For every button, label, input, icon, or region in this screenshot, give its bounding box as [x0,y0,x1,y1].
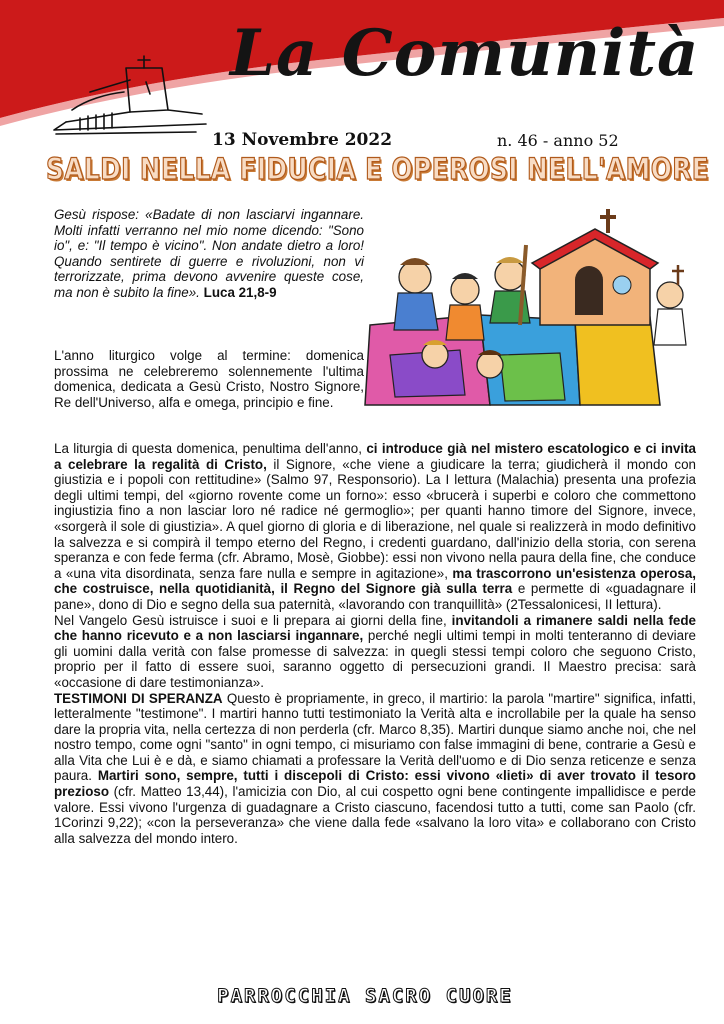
gospel-quote-text: Gesù rispose: «Badate di non lasciarvi ingannare. Molti infatti verranno nel mio nome dicendo: "Sono io", e: "Il tempo è vicino". Non andate dietro a loro! Quando sentirete di guerre e rivoluzioni, non vi terrorizzate, prima devono avvenire queste cose, ma non è subito la fine». [54,207,364,300]
article-headline: SALDI NELLA FIDUCIA E OPEROSI NELL'AMORE [46,152,710,186]
paragraph-liturgy [54,441,696,613]
church-puzzle-illustration [360,205,700,410]
church-logo-icon [46,52,216,147]
gospel-quote-block [54,207,364,301]
gospel-reference: Luca 21,8-9 [203,284,277,300]
issue-date: 13 Novembre 2022 [212,130,393,150]
article-body [54,441,696,846]
text-run: La liturgia di questa domenica, penultima dell'anno, [54,441,367,456]
bold-run: invitandoli a rimanere saldi nella fede che hanno ricevuto e a non lasciarsi ingannare, [54,612,696,644]
section-heading: TESTIMONI DI SPERANZA [54,690,223,706]
parish-footer: PARROCCHIA SACRO CUORE [217,985,513,1007]
bold-run: ci introduce già nel mistero escatologico e ci invita a celebrare la regalità di Cristo, [54,441,696,472]
text-run: Nel Vangelo Gesù istruisce i suoi e li prepara ai giorni della fine, [54,612,452,628]
bold-run: ma trascorrono un'esistenza operosa, che costruisce, nella quotidianità, il Regno del Signore già sulla terra [54,565,696,597]
bold-run: Martiri sono, sempre, tutti i discepoli di Cristo: essi vivono «lieti» di aver trovato il tesoro prezioso [54,768,696,800]
intro-paragraph: L'anno liturgico volge al termine: domenica prossima ne celebreremo solennemente l'ultima domenica, dedicata a Gesù Cristo, Nostro Signore, Re dell'Universo, alfa e omega, principio e fine. [54,348,364,410]
masthead-title: La Comunità [230,16,700,91]
paragraph-gospel [54,613,696,691]
issue-number: n. 46 - anno 52 [497,131,619,150]
paragraph-witnesses [54,691,696,847]
text-run: il Signore, «che viene a giudicare la terra; giudicherà il mondo con giustizia e i popoli con rettitudine» (Salmo 97, Responsorio). La I lettura (Malachia) presenta una profezia degli ultimi tempi, del «giorno rovente come un forno»: esso «brucerà i superbi e coloro che commettono ingiustizia fino a non lasciar loro né radice né germoglio»; per quanti hanno timore del Signore, invece, «sorgerà il sole di giustizia». A quel giorno di gloria e di liberazione, nel quale si realizzerà in modo definitivo la salvezza e si compirà il tempo eterno del Regno, i credenti guardano, dall'inizio della storia, con serena speranza e con fede ferma (cfr. Abramo, Mosè, Giobbe): essi non vivono nella paura della fine, che conduce a «una vita disordinata, senza fare nulla e sempre in agitazione», [54,456,696,581]
text-run: (cfr. Matteo 13,44), l'amicizia con Dio, al cui cospetto ogni bene contingente impallidisce e perde valore. Essi vivono l'urgenza di guadagnare a Cristo ciascuno, facendosi tutto a tutti, come san Paolo (cfr. 1Corinzi 9,22); «con la perseveranza» che viene dalla fede «salvano la loro vita» e collaborano con Cristo alla salvezza del mondo intero. [54,784,696,846]
text-run: Questo è propriamente, in greco, il martirio: la parola "martire" significa, infatti, letteralmente "testimone". I martiri hanno tutti testimoniato la Verità alta e incrollabile per la quale ha senso dare la propria vita, nella certezza di non perderla (cfr. Marco 8,35). Martiri dunque siamo anche noi, che nel nostro tempo, come ogni "santo" in ogni tempo, ci misuriamo con false immagini di bene, contrarie a Gesù e alla Vita che Lui è e dà, e siamo chiamati a professare la Verità dell'uomo e di Dio senza reticenze e senza paura. [54,690,696,784]
text-run: e permette di «guadagnare il pane», dono di Dio e segno della sua paternità, «lavorando con tranquillità» (2Tessalonicesi, II lettura). [54,581,696,612]
text-run: perché negli ultimi tempi in molti tenteranno di deviare gli uomini dalla verità con false promesse di salvezza: in quegli stessi tempi coloro che seguono Cristo, proprio per il fatto di essere suoi, saranno oggetto di persecuzioni grandi. Il Maestro precisa: sarà «occasione di dare testimonianza». [54,628,696,690]
